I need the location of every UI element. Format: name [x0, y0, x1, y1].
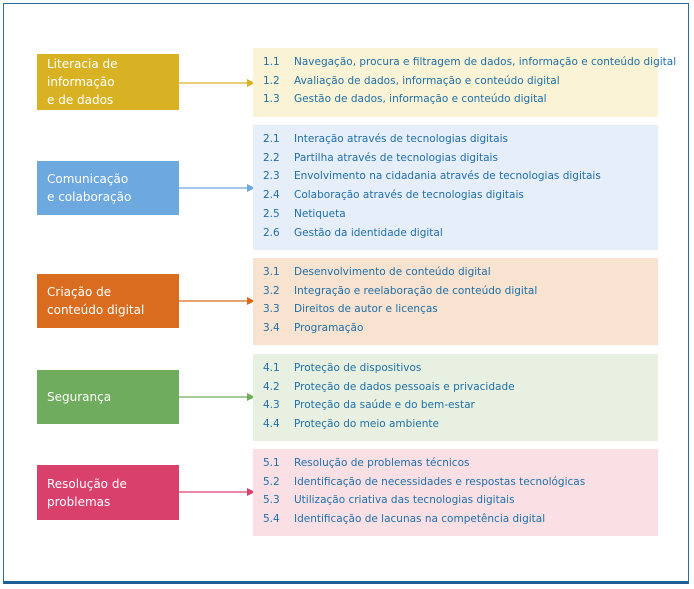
arrow-connector: [179, 488, 255, 496]
competence-item: [263, 415, 658, 434]
area-label: Criação de conteúdo digital: [47, 285, 145, 317]
competence-label: Proteção de dispositivos: [294, 362, 422, 374]
competence-number: 3.3: [263, 303, 280, 316]
competence-label: Proteção de dados pessoais e privacidade: [294, 380, 515, 393]
competence-label: Navegação, procura e filtragem de dados, informação e conteúdo digital: [294, 56, 677, 68]
competence-number: 1.3: [263, 93, 280, 106]
arrow-connector: [179, 184, 255, 192]
competence-panel-3: [253, 258, 658, 345]
competence-number: 2.5: [263, 207, 280, 220]
competence-number: 1.1: [263, 56, 280, 68]
competence-number: 1.2: [263, 74, 280, 87]
competence-panel-1: [253, 48, 677, 117]
area-label: Literacia de informação e de dados: [47, 57, 118, 107]
competence-label: Desenvolvimento de conteúdo digital: [294, 266, 491, 278]
competence-item: [263, 491, 658, 510]
competence-item: [263, 224, 658, 243]
competence-label: Utilização criativa das tecnologias digitais: [294, 494, 515, 507]
competence-item: [263, 205, 658, 224]
arrow-connector: [179, 79, 255, 87]
competence-number: 3.1: [263, 266, 280, 278]
competence-item: [263, 282, 658, 301]
competence-label: Envolvimento na cidadania através de tecnologias digitais: [294, 170, 601, 183]
competence-label: Colaboração através de tecnologias digitais: [294, 189, 524, 202]
competence-number: 2.4: [263, 189, 280, 202]
competence-number: 5.4: [263, 513, 280, 526]
competence-number: 2.2: [263, 151, 280, 164]
competence-item: [263, 396, 658, 415]
competence-label: Partilha através de tecnologias digitais: [294, 151, 498, 164]
competence-number: 2.1: [263, 133, 280, 145]
competence-label: Proteção do meio ambiente: [294, 418, 439, 431]
competence-item: [263, 72, 658, 91]
competence-item: [263, 263, 658, 282]
competence-item: [263, 473, 658, 492]
competence-number: 3.2: [263, 284, 280, 297]
competence-label: Avaliação de dados, informação e conteúdo digital: [294, 74, 560, 87]
competence-number: 2.3: [263, 170, 280, 183]
competence-panel-4: [253, 354, 658, 441]
competence-item: [263, 454, 658, 473]
competence-label: Interação através de tecnologias digitais: [294, 133, 508, 145]
competence-number: 4.1: [263, 362, 280, 374]
competence-item: [263, 300, 658, 319]
competence-label: Identificação de necessidades e respostas tecnológicas: [294, 475, 586, 488]
competence-number: 5.2: [263, 475, 280, 488]
competence-item: [263, 378, 658, 397]
competence-number: 3.4: [263, 322, 280, 335]
competence-item: [263, 167, 658, 186]
competence-label: Direitos de autor e licenças: [294, 303, 438, 316]
competence-label: Integração e reelaboração de conteúdo digital: [294, 284, 538, 297]
competence-number: 4.4: [263, 418, 280, 431]
competence-item: [263, 53, 677, 72]
competence-item: [263, 130, 658, 149]
competence-label: Netiqueta: [294, 207, 346, 220]
competence-item: [263, 319, 658, 338]
area-label: Comunicação e colaboração: [47, 172, 132, 204]
competence-item: [263, 359, 658, 378]
competence-number: 5.3: [263, 494, 280, 507]
area-label: Resolução de problemas: [47, 476, 127, 509]
competence-number: 4.3: [263, 399, 280, 412]
competence-panel-2: [253, 125, 658, 250]
competence-number: 5.1: [263, 457, 280, 469]
competence-item: [263, 186, 658, 205]
competence-number: 2.6: [263, 226, 280, 239]
competence-number: 4.2: [263, 380, 280, 393]
competence-item: [263, 90, 658, 109]
competence-label: Identificação de lacunas na competência digital: [294, 513, 546, 526]
competence-label: Programação: [294, 322, 364, 335]
competence-label: Gestão da identidade digital: [294, 226, 443, 239]
arrow-connector: [179, 393, 255, 401]
competence-item: [263, 510, 658, 529]
competence-label: Gestão de dados, informação e conteúdo digital: [294, 93, 547, 106]
competence-item: [263, 149, 658, 168]
competence-panel-5: [253, 449, 658, 536]
competence-label: Resolução de problemas técnicos: [294, 457, 470, 469]
area-label: Segurança: [47, 390, 112, 404]
competence-label: Proteção da saúde e do bem-estar: [294, 399, 475, 412]
arrow-connector: [179, 297, 255, 305]
